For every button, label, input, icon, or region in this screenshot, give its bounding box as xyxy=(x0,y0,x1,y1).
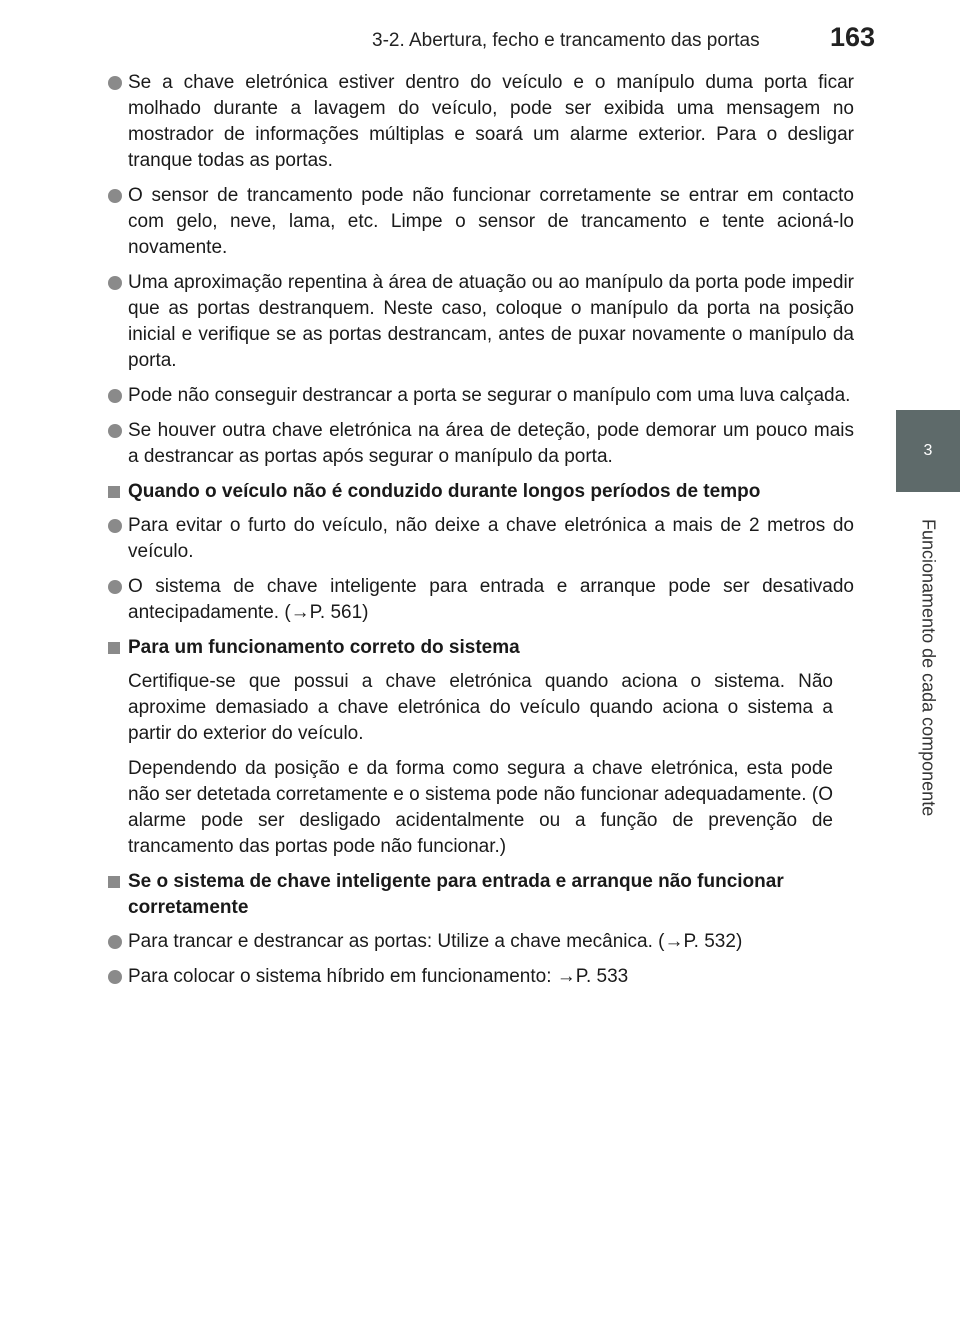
chapter-tab xyxy=(896,0,960,1340)
page-content xyxy=(106,70,854,999)
bullet-item xyxy=(106,70,854,174)
bullet-item xyxy=(106,574,854,626)
heading-text: Se o sistema de chave inteligente para entrada e arranque não funcionar corretamente xyxy=(128,871,784,918)
bullet-text: Uma aproximação repentina à área de atuação ou ao manípulo da porta pode impedir que as portas destranquem. Neste caso, coloque o manípulo da porta na posição inicial e verifique se as portas destrancam, antes de puxar novamente o manípulo da porta. xyxy=(128,272,854,371)
heading-text: Para um funcionamento correto do sistema xyxy=(128,637,520,658)
bullet-text: Para trancar e destrancar as portas: Utilize a chave mecânica. (→P. 532) xyxy=(128,931,743,952)
square-bullet-icon xyxy=(108,876,120,888)
bullet-text: Se houver outra chave eletrónica na área de deteção, pode demorar um pouco mais a destrancar as portas após segurar o manípulo da porta. xyxy=(128,420,854,467)
bullet-dot-icon xyxy=(108,424,122,438)
section-heading xyxy=(106,479,854,505)
bullet-item xyxy=(106,383,854,409)
bullet-item xyxy=(106,513,854,565)
square-bullet-icon xyxy=(108,642,120,654)
bullet-text: Pode não conseguir destrancar a porta se segurar o manípulo com uma luva calçada. xyxy=(128,385,851,406)
bullet-item xyxy=(106,418,854,470)
bullet-text: Para colocar o sistema híbrido em funcionamento: →P. 533 xyxy=(128,966,629,987)
page-number: 163 xyxy=(830,22,876,52)
bullet-dot-icon xyxy=(108,276,122,290)
paragraph: Certifique-se que possui a chave eletrónica quando aciona o sistema. Não aproxime demasiado a chave eletrónica do veículo quando aciona o sistema a partir do exterior do veículo. xyxy=(128,671,833,744)
bullet-item xyxy=(106,270,854,374)
section-title: 3-2. Abertura, fecho e trancamento das portas xyxy=(372,30,760,51)
bullet-item xyxy=(106,183,854,261)
square-bullet-icon xyxy=(108,486,120,498)
section-heading xyxy=(106,869,854,921)
heading-text: Quando o veículo não é conduzido durante longos períodos de tempo xyxy=(128,481,761,502)
bullet-dot-icon xyxy=(108,519,122,533)
bullet-dot-icon xyxy=(108,935,122,949)
bullet-dot-icon xyxy=(108,970,122,984)
bullet-dot-icon xyxy=(108,189,122,203)
paragraph: Dependendo da posição e da forma como segura a chave eletrónica, esta pode não ser detetada corretamente e o sistema pode não funcionar adequadamente. (O alarme pode ser desligado acidentalmente ou a função de prevenção de trancamento das portas pode não funcionar.) xyxy=(128,758,833,857)
bullet-item xyxy=(106,964,854,990)
chapter-title-container xyxy=(896,495,960,840)
bullet-text: Se a chave eletrónica estiver dentro do veículo e o manípulo duma porta ficar molhado durante a lavagem do veículo, pode ser exibida uma mensagem no mostrador de informações múltiplas e soará um alarme exterior. Para o desligar tranque todas as portas. xyxy=(128,72,854,171)
bullet-item xyxy=(106,929,854,955)
bullet-dot-icon xyxy=(108,580,122,594)
bullet-text: Para evitar o furto do veículo, não deixe a chave eletrónica a mais de 2 metros do veículo. xyxy=(128,515,854,562)
bullet-text: O sistema de chave inteligente para entrada e arranque pode ser desativado antecipadamente. (→P. 561) xyxy=(128,576,854,623)
bullet-text: O sensor de trancamento pode não funcionar corretamente se entrar em contacto com gelo, neve, lama, etc. Limpe o sensor de trancamento e tente acioná-lo novamente. xyxy=(128,185,854,258)
bullet-dot-icon xyxy=(108,76,122,90)
bullet-dot-icon xyxy=(108,389,122,403)
section-heading xyxy=(106,635,854,661)
chapter-title: Funcionamento de cada componente xyxy=(918,518,939,817)
chapter-number: 3 xyxy=(896,410,960,492)
